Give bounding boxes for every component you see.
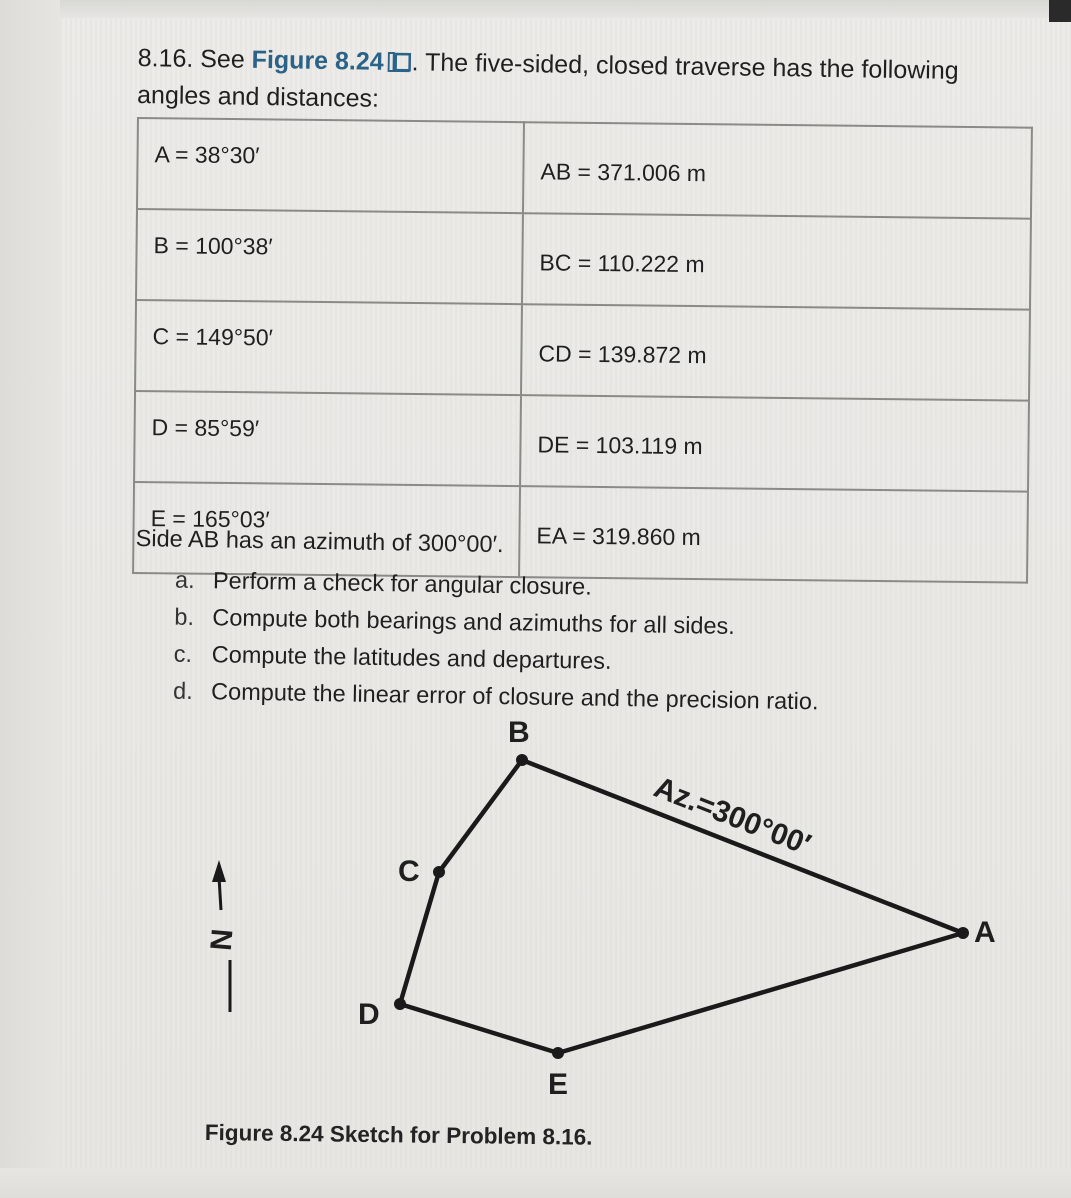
label-a: A [974,916,996,949]
question-text: Compute the linear error of closure and the precision ratio. [210,678,819,715]
distance-cell: BC = 110.222 m [522,213,1031,309]
problem-number: 8.16. See [137,43,252,74]
distance-cell: DE = 103.119 m [520,395,1029,491]
point-a [957,927,969,939]
angle-cell: C = 149°50′ [135,300,522,395]
north-label: N [203,927,238,952]
figure-link[interactable]: Figure 8.24 [251,45,384,76]
north-arrow-icon [212,860,226,882]
line-cd [400,872,439,1004]
problem-text: . The five-sided, closed traverse has the following angles and distances: [136,48,959,113]
bottom-edge [0,1168,1071,1198]
angle-cell: B = 100°38′ [136,209,523,304]
question-letter: b. [174,603,195,630]
question-letter: a. [174,566,195,593]
distance-cell: CD = 139.872 m [521,304,1030,400]
point-c [433,866,445,878]
line-bc [439,760,522,872]
question-letter: c. [173,640,193,667]
line-ea [558,933,963,1053]
azimuth-statement: Side AB has an azimuth of 300°00′. [135,524,504,558]
angle-cell: D = 85°59′ [134,391,521,486]
line-ab [522,760,963,933]
figure-caption: Figure 8.24 Sketch for Problem 8.16. [204,1120,593,1150]
point-b [516,754,528,766]
angle-cell: E = 165°03′ [133,482,520,577]
label-b: B [508,716,530,749]
north-arrow [203,860,238,1012]
question-text: Compute both bearings and azimuths for all sides. [212,604,736,639]
label-d: D [358,998,380,1031]
azimuth-label: Az.=300°00′ [649,770,816,862]
question-text: Compute the latitudes and departures. [211,641,612,674]
question-letter: d. [172,677,193,704]
label-e: E [548,1068,569,1101]
distance-cell: EA = 319.860 m [519,486,1028,582]
question-text: Perform a check for angular closure. [212,567,592,600]
angle-cell: A = 38°30′ [137,118,524,213]
label-c: C [398,855,420,888]
point-d [394,998,406,1010]
line-de [400,1004,558,1053]
distance-cell: AB = 371.006 m [523,122,1032,218]
point-e [552,1047,564,1059]
